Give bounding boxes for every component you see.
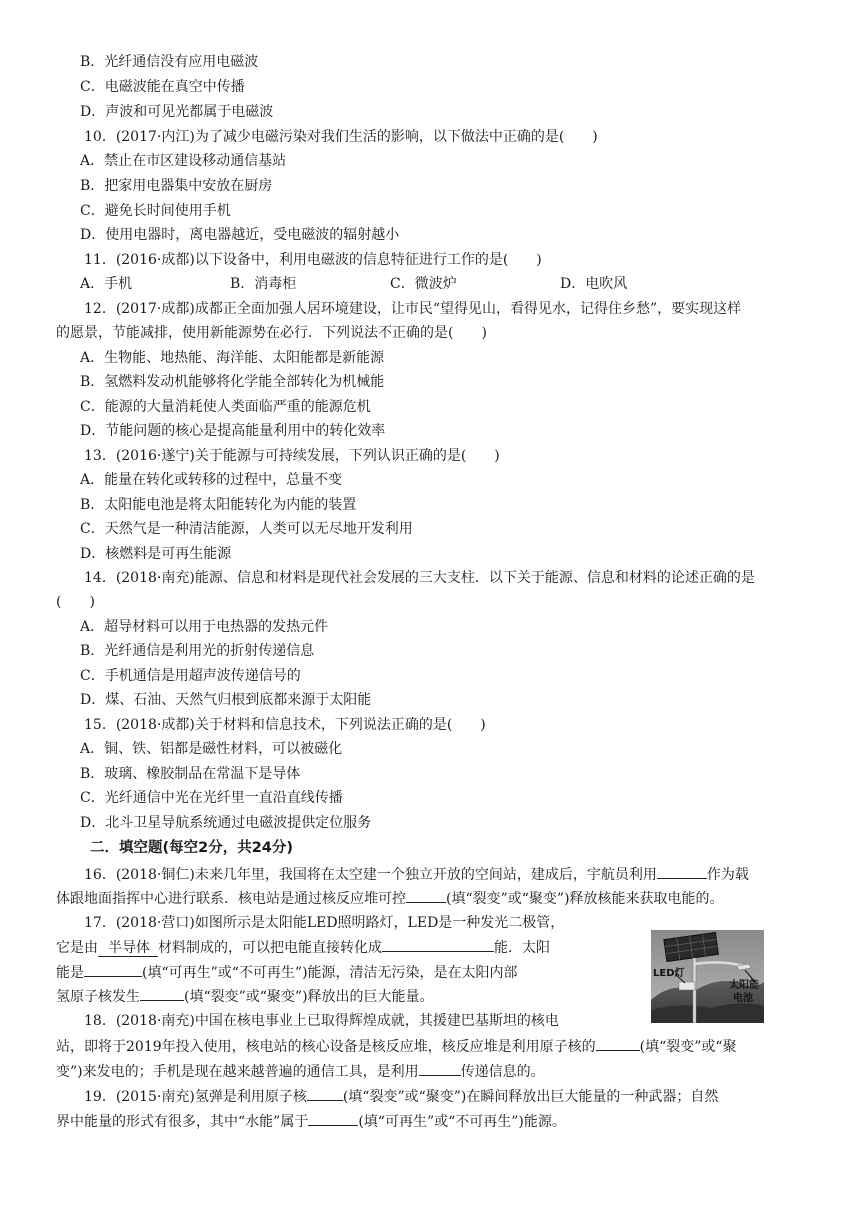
q12-option-c: C．能源的大量消耗使人类面临严重的能源危机 — [80, 399, 371, 415]
q11-options — [80, 274, 627, 294]
q17-text-a: 它是由 — [56, 940, 98, 956]
q9-option-b: B．光纤通信没有应用电磁波 — [80, 54, 259, 70]
q14-stem: 14．(2018·南充)能源、信息和材料是现代社会发展的三大支柱．以下关于能源、信息和材料的论述正确的是 — [84, 570, 755, 586]
q17-blank-2 — [84, 962, 142, 977]
q17-text-g: (填“裂变”或“聚变”)释放出的巨大能量。 — [184, 989, 434, 1005]
q15-stem: 15．(2018·成都)关于材料和信息技术，下列说法正确的是( ) — [84, 717, 486, 733]
q19-text-d: (填“可再生”或“不可再生”)能源。 — [358, 1114, 566, 1130]
q17-text-e: (填“可再生”或“不可再生”)能源，清洁无污染，是在太阳内部 — [142, 965, 518, 981]
q19-text-b: (填“裂变”或“聚变”)在瞬间释放出巨大能量的一种武器；自然 — [342, 1089, 719, 1105]
q17-blank-1 — [382, 937, 494, 952]
q18-blank-2 — [419, 1061, 461, 1076]
q11-option-b: B．消毒柜 — [230, 276, 297, 292]
q17-text-d: 能是 — [56, 965, 84, 981]
q17-text-c: 能．太阳 — [494, 940, 550, 956]
q18-line-3 — [56, 1061, 545, 1082]
q16-text-c: 体跟地面指挥中心进行联系．核电站是通过核反应堆可控 — [56, 891, 406, 907]
q16-blank-1 — [657, 864, 707, 879]
q17-line-1: 17．(2018·营口)如图所示是太阳能LED照明路灯，LED是一种发光二极管， — [84, 915, 565, 931]
q14-option-b: B．光纤通信是利用光的折射传递信息 — [80, 643, 315, 659]
q16-line-2 — [56, 888, 724, 909]
q18-text-a: 站，即将于2019年投入使用，核电站的核心设备是核反应堆，核反应堆是利用原子核的 — [56, 1039, 596, 1055]
q12-option-a: A．生物能、地热能、海洋能、太阳能都是新能源 — [80, 350, 385, 366]
q9-option-d: D．声波和可见光都属于电磁波 — [80, 104, 274, 120]
q10-option-c: C．避免长时间使用手机 — [80, 203, 231, 219]
q11-option-a: A．手机 — [80, 276, 133, 292]
q17-line-4 — [56, 986, 434, 1007]
q16-text-a: 16．(2018·铜仁)未来几年里，我国将在太空建一个独立开放的空间站，建成后，宇航员利用 — [84, 867, 657, 883]
q13-stem: 13．(2016·遂宁)关于能源与可持续发展，下列认识正确的是( ) — [84, 448, 500, 464]
q19-text-a: 19．(2015·南充)氢弹是利用原子核 — [84, 1089, 307, 1105]
q16-line-1 — [84, 864, 749, 885]
q13-option-a: A．能量在转化或转移的过程中，总量不变 — [80, 472, 343, 488]
q13-option-b: B．太阳能电池是将太阳能转化为内能的装置 — [80, 497, 357, 513]
q10-stem: 10．(2017·内江)为了减少电磁污染对我们生活的影响，以下做法中正确的是( ) — [84, 129, 598, 145]
q14-option-c: C．手机通信是用超声波传递信号的 — [80, 668, 301, 684]
q17-text-b: 材料制成的，可以把电能直接转化成 — [158, 940, 382, 956]
q16-text-d: (填“裂变”或“聚变”)释放核能来获取电能的。 — [446, 891, 724, 907]
q9-option-c: C．电磁波能在真空中传播 — [80, 79, 245, 95]
q16-text-b: 作为载 — [706, 867, 749, 883]
q19-line-1 — [84, 1086, 718, 1107]
q15-option-d: D．北斗卫星导航系统通过电磁波提供定位服务 — [80, 815, 372, 831]
q12-option-b: B．氢燃料发动机能够将化学能全部转化为机械能 — [80, 374, 385, 390]
q15-option-a: A．铜、铁、铝都是磁性材料，可以被磁化 — [80, 741, 343, 757]
q16-blank-2 — [406, 888, 446, 903]
solar-cell-label-1: 太阳能 — [729, 980, 759, 991]
q17-answer-filled: 半导体 — [98, 940, 158, 957]
q12-stem: 12．(2017·成都)成都正全面加强人居环境建设，让市民“望得见山，看得见水，记得住乡愁”，要实现这样 — [84, 301, 742, 317]
q11-stem: 11．(2016·成都)以下设备中，利用电磁波的信息特征进行工作的是( ) — [84, 252, 542, 268]
q19-blank-2 — [308, 1111, 358, 1126]
q17-text-f: 氢原子核发生 — [56, 989, 140, 1005]
q17-line-3 — [56, 962, 518, 983]
q18-text-c: 变”)来发电的；手机是现在越来越普遍的通信工具，是利用 — [56, 1064, 419, 1080]
q13-option-c: C．天然气是一种清洁能源，人类可以无尽地开发利用 — [80, 521, 413, 537]
solar-cell-label-2: 电池 — [733, 993, 753, 1004]
q19-blank-1 — [307, 1086, 343, 1101]
q11-option-c: C．微波炉 — [390, 276, 457, 292]
q14-stem-cont: ( ) — [56, 594, 95, 610]
q18-line-2 — [56, 1036, 737, 1057]
q10-option-a: A．禁止在市区建设移动通信基站 — [80, 153, 287, 169]
q18-blank-1 — [596, 1036, 640, 1051]
q11-option-d: D．电吹风 — [560, 276, 628, 292]
q12-stem-cont: 的愿景，节能减排，使用新能源势在必行．下列说法不正确的是( ) — [56, 325, 487, 341]
led-lamp-label: LED灯 — [653, 968, 685, 979]
q13-option-d: D．核燃料是可再生能源 — [80, 546, 232, 562]
q14-option-d: D．煤、石油、天然气归根到底都来源于太阳能 — [80, 692, 372, 708]
q12-option-d: D．节能问题的核心是提高能量利用中的转化效率 — [80, 423, 386, 439]
q10-option-d: D．使用电器时，离电器越近，受电磁波的辐射越小 — [80, 227, 400, 243]
q18-text-d: 传递信息的。 — [460, 1064, 545, 1080]
q19-text-c: 界中能量的形式有很多，其中“水能”属于 — [56, 1114, 309, 1130]
section-heading-fill-blank: 二．填空题(每空2分，共24分) — [90, 840, 294, 856]
q18-text-b: (填“裂变”或“聚 — [639, 1039, 737, 1055]
q14-option-a: A．超导材料可以用于电热器的发热元件 — [80, 619, 329, 635]
q15-option-b: B．玻璃、橡胶制品在常温下是导体 — [80, 766, 301, 782]
q19-line-2 — [56, 1111, 566, 1132]
q17-line-2 — [56, 937, 550, 958]
q10-option-b: B．把家用电器集中安放在厨房 — [80, 178, 273, 194]
q15-option-c: C．光纤通信中光在光纤里一直沿直线传播 — [80, 790, 343, 806]
solar-street-lamp-figure — [651, 930, 764, 1023]
q18-line-1: 18．(2018·南充)中国在核电事业上已取得辉煌成就，其援建巴基斯坦的核电 — [84, 1013, 559, 1029]
q17-blank-3 — [140, 986, 184, 1001]
